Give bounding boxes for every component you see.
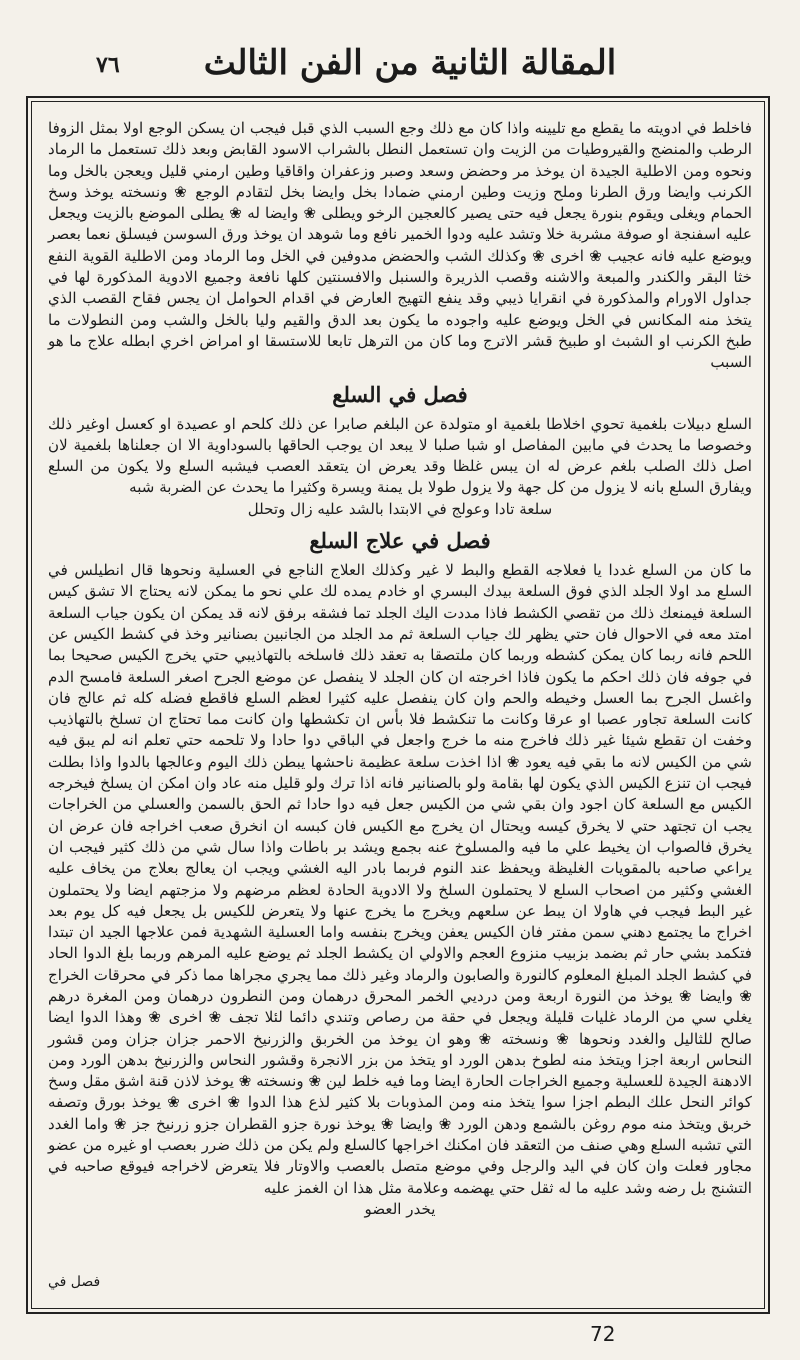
paragraph-treatment: ما كان من السلع غددا يا فعلاجه القطع والبط لا غير وكذلك العلاج الناجع في العسلية ونحوها قال انطيلس في السلع مد اولا الجلد الذي فوق السلعة بيدك البسري او خادم يمده لك علي نحو ما يمكن لانه يحتاج الا تشق كيس السلعة فيمنعك ذلك من تقصي الكشط فاذا مددت اليك الجلد تما فشقه برفق لانه قد يمكن ان يكون جياب السلعة امتد معه في الاحوال فان حتي يظهر لك جياب السلعة ثم مد الجلد من الجانبين بصنانير وخذ في كشط الكيس عن اللحم فانه ربما كان يمكن كشطه وربما كان ملتصقا به تعقد ذلك فاسلخه بالتهاذيبي حتي يخرج الكيس صحيحا بما في جوفه فان ذلك احكم ما يكون فاذا اخرجته ان كان الجلد لا ينفصل عن موضع الجرح اصغر السلعة فامسح الدم واغسل الجرح بما العسل وخيطه والحم وان كان ينفصل عليه كثيرا لعظم السلع فاقطع فضله كله ثم عالج فان كانت السلعة تجاور عصبا او عرقا وكانت ما تنكشط فلا بأس ان تكشطها وان كانت مما تحتاج ان تسلخ بالتهاذيب وخفت ان تقطع شيئا غير ذلك فاخرج منه ما خرج واجعل في الباقي دوا حادا ولا تلحمه حتي تعلم انه لم يبق فيه شي من الكيس لانه ما بقي فيه يعود ❀ اذا اخذت سلعة عظيمة ناحشها يبطن ذلك اليوم وعالجها بالدوا واذا بطلت فيجب ان تنزع الكيس الذي يكون لها بقامة ولو بالصنانير فانه اذا ترك ولو قليل منه عاد وان امكن ان يسلخ فيخرجه الكيس مع السلعة كان اجود وان بقي شي من الكيس جعل فيه دوا حادا ثم الحق بالسمن والعسلي من الخراجات يجب ان تجتهد حتي لا يخرق كيسه ويحتال ان يخرج مع الكيس فان كبسه ان انخرق صعب اخراجه فان عرض ان يخرق فالصواب ان يخيط علي ما فيه والمسلوخ عنه بجمع ويشد بر باطات واذا سال شي من ذلك كثير فيجب ان يراعي صاحبه بالمقويات الغليظة ويحفظ عند النوم فربما بادر اليه الغشي ويجب ان يعالج بعلاج من يخاف عليه الغشي وكثير من اصحاب السلع لا يحتملون السلخ ولا الادوية الحادة لعظم مرضهم ولا مزجتهم ايضا ولا يحتملون غير البط فيجب في هاولا ان يبط عن سلعهم ويخرج ما يخرج عنها ولا يتعرض للكيس بل يجعل فيه كل يوم بعد اخراج ما يجتمع دهني سمن مفتر فان الكيس يعفن ويخرج بنفسه واما العسلية الشهدية فمن علاجها الجيد ان تبتدا فتكمد بشي حار ثم بضمد بزبيب منزوع العجم والاولي ان يكشط الجلد ثم يوضع عليه المرهم وربما بلغ الدوا الحاد في كشط الجلد المبلغ المعلوم كالنورة والصابون والرماد وغير ذلك مما يجري مجراها مما ذكر في محرقات الخراج ❀ وايضا ❀ يوخذ من النورة اربعة ومن درديي الخمر المحرق درهمان ومن النطرون درهمان ومن المغرة درهم يغلي سي من الرماد غليات قليلة ويجعل في حقة من رصاص وتندي دائما لئلا تجف ❀ اخرى ❀ وهذا الدوا ايضا صالح للثاليل والغدد ونحوها ❀ ونسخته ❀ وهو ان يوخذ من الخربق والزرنيخ الاحمر جزان جزان ومن قشور النحاس اربعة اجزا ويتخذ منه لطوخ بدهن الورد او يتخذ من بزر الانجرة وقشور النحاس والزرنيخ بدهن الورد ومن الادهنة الجيدة للعسلية وجميع الخراجات الحارة ايضا وما فيه خلط لين ❀ ونسخته ❀ يوخذ لاذن قنة اشق مقل وسخ كوائر النحل علك البطم اجزا سوا يتخذ منه ومن المذوبات بلا كثير لذع هذا الدوا ❀ اخرى ❀ يوخذ بورق وتصفه خربق ويتخذ منه موم روغن بالشمع ودهن الورد ❀ وايضا ❀ يوخذ نورة جزو القطران جزو زرنيخ جز ❀ واما الغدد التي تشبه السلع وهي صنف من التعقد فان امكنك اخراجها كالسلع ولم يكن من ذلك ضرر بعصب او غيره من عضو مجاور فعلت وان كان في اليد والرجل وفي موضع متصل بالعصب والاوتار فلا يتعرض لاخراجه فيوقع صاحبه في التشنج بل رضه وشد عليه ما له ثقل حتي يهضمه وعلامة مثل هذا ان الغمز عليه (48, 561, 752, 1197)
paragraph-main: فاخلط في ادويته ما يقطع مع تليينه واذا كان مع ذلك وجع السبب الذي قبل فيجب ان يسكن الوجع اولا بمثل الزوفا الرطب والمنضج والقيروطيات من الزيت وان تستعمل النطل بالشراب الاسود القابض وبعد ذلك تستعمل ما الرماد ونحوه ومن الاطلية الجيدة ان يوخذ مر وحضض وسعد وصبر وزعفران واقاقيا وطين ارمني قليل ويعجن بالخل وما الكرنب وايضا ورق الطرنا وملح وزيت وطين ارمني ضمادا بخل وايضا بخل لتقادم الوجع ❀ ونسخته يوخذ وسخ الحمام ويغلى ويقوم بنورة يجعل فيه حتى يصير كالعجين الرخو ويطلى ❀ وايضا له ❀ يطلى الموضع بالزيت ويجعل عليه اسفنجة او صوفة مشربة خلا وتشد عليه ودوا الخمير نافع وما شوهد ان يوخذ ورق السوسن فيسلق نعما بعصر ويوضع عليه فانه عجيب ❀ اخرى ❀ وكذلك الشب والحضض مدوفين في الخل وما الرماد ومن الاطلية القوية النفع خثا البقر والكندر والمبعة والاشنه وقصب الذريرة والسنبل والافسنتين كلها نافعة وجميع الادوية المذكورة لها في جداول الاورام والمذكورة في انقرايا ذيبي وقد ينفع التهيج العارض في اقدام الحوامل ان يجس فقاح القصب الذي يتخذ منه المكانس في الخل ويوضع عليه واجوده ما يكون بعد الدق والقيم وليا بالخل والشب ومن النطولات ما طبخ الكرنب او الشبث او طبيخ قشر الاترج وما كان من الترهل تابعا للاستسقا او امراض اخري ابطله علاج ما هو السبب (48, 119, 752, 372)
section-heading-salaa: فصل في السلع (332, 381, 468, 407)
top-page-number: ٧٦ (96, 52, 120, 78)
paragraph-treatment-end: يخدر العضو (364, 1199, 436, 1218)
paragraph-salaa: السلع دبيلات بلغمية تحوي اخلاطا بلغمية او متولدة عن البلغم صابرا عن ذلك كلحم او عصيدة او كعسل اوغير ذلك وخصوصا ما يحدث في مابين المفاصل او شبا صلبا لا يبعد ان يوجب الحاقها بالسوداوية الا ان جعلناها بلغمية لان اصل ذلك الصلب بلغم عرض له ان يبس غلظا وقد يعرض ان يتعقد العصب فيشبه السلع ولا يكون من السلع ويفارق السلع بانه لا يزول من كل جهة ولا يزول طولا بل يمنة ويسرة وكثيرا ما يحدث عن الضربة شبه (48, 414, 752, 497)
section-heading-treatment: فصل في علاج السلع (309, 528, 491, 554)
catchword: فصل في (48, 1274, 101, 1290)
bottom-page-number: 72 (590, 1322, 616, 1346)
running-head: المقالة الثانية من الفن الثالث (203, 43, 617, 83)
paragraph-salaa-end: سلعة تادا وعولج في الابتدا بالشد عليه زال وتحلل (247, 499, 553, 518)
text-column (48, 118, 752, 1220)
